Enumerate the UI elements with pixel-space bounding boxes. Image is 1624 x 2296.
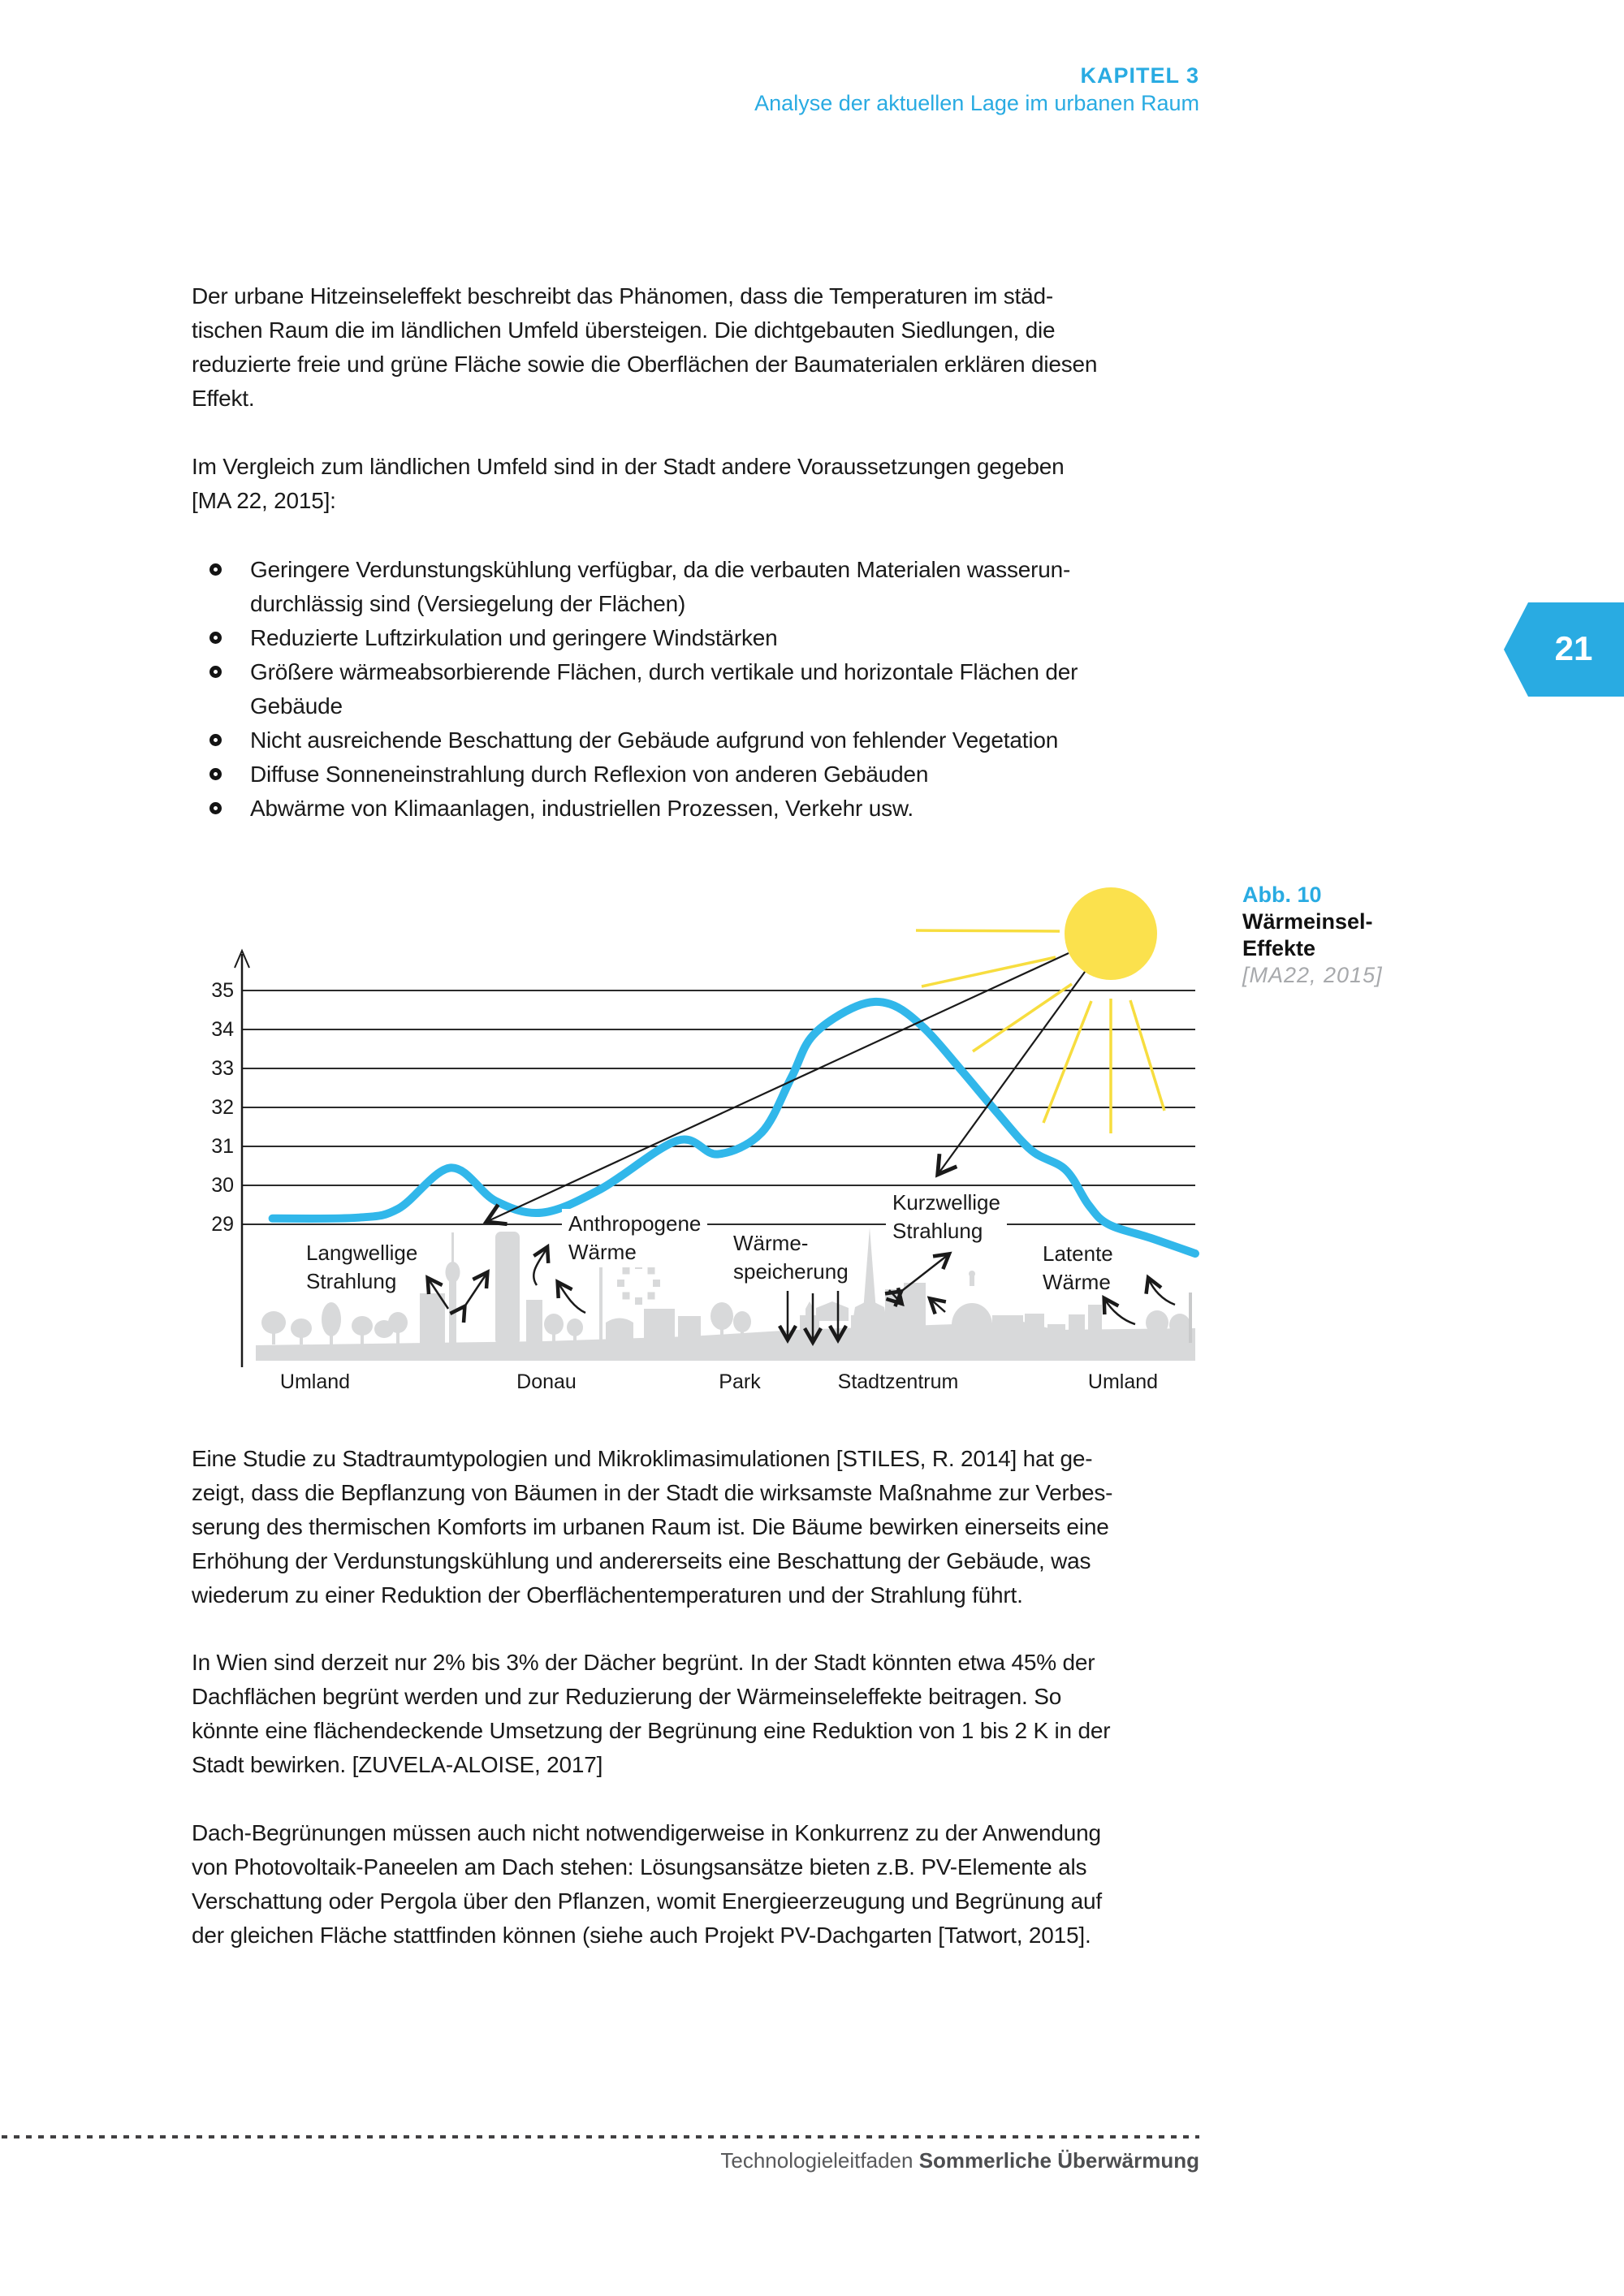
- text-line: Erhöhung der Verdunstungskühlung und andererseits eine Beschattung der Gebäude, was: [192, 1548, 1091, 1573]
- annotation-kurzwellige-strahlung: Kurzwellige Strahlung: [886, 1188, 1007, 1246]
- text-line: von Photovoltaik-Paneelen am Dach stehen: Lösungsansätze bieten z.B. PV-Elemente als: [192, 1854, 1087, 1880]
- chapter-subtitle: Analyse der aktuellen Lage im urbanen Raum: [754, 91, 1199, 115]
- text-line: zeigt, dass die Bepflanzung von Bäumen in der Stadt die wirksamste Maßnahme zur Verbes-: [192, 1480, 1113, 1505]
- text-line: Reduzierte Luftzirkulation und geringere Windstärken: [250, 625, 778, 650]
- text-line: der gleichen Fläche stattfinden können (siehe auch Projekt PV-Dachgarten [Tatwort, 2015].: [192, 1923, 1091, 1948]
- paragraph-green-roofs: [192, 1646, 1110, 1782]
- list-item: [209, 723, 1078, 757]
- y-tick-label: 31: [211, 1135, 234, 1158]
- y-tick-label: 34: [211, 1018, 234, 1041]
- text-line: Im Vergleich zum ländlichen Umfeld sind in der Stadt andere Voraussetzungen gegeben: [192, 454, 1065, 479]
- gridlines: [242, 990, 1195, 1224]
- paragraph-intro: [192, 279, 1097, 416]
- sun-icon: [916, 887, 1164, 1133]
- text-line: Geringere Verdunstungskühlung verfügbar, da die verbauten Materialen wasserun-: [250, 557, 1071, 582]
- y-tick-label: 29: [211, 1213, 234, 1236]
- footer-divider: [2, 2135, 1199, 2138]
- text-line: Größere wärmeabsorbierende Flächen, durch vertikale und horizontale Flächen der: [250, 659, 1078, 684]
- text-line: Dachflächen begrünt werden und zur Reduzierung der Wärmeinseleffekte beitragen. So: [192, 1684, 1062, 1709]
- list-item: [209, 655, 1078, 723]
- paragraph-pv: [192, 1816, 1102, 1953]
- list-item: [209, 792, 1078, 826]
- x-tick-label: Stadtzentrum: [837, 1370, 959, 1393]
- annotation-langwellige-strahlung: Langwellige Strahlung: [306, 1241, 418, 1293]
- list-item: [209, 553, 1078, 621]
- x-tick-label: Park: [719, 1370, 761, 1393]
- page-number: 21: [1554, 629, 1593, 667]
- bullet-icon: [209, 802, 222, 814]
- text-line: Der urbane Hitzeinseleffekt beschreibt das Phänomen, dass die Temperaturen im städ-: [192, 283, 1053, 309]
- text-line: Gebäude: [250, 693, 343, 719]
- footer-prefix: Technologieleitfaden: [720, 2148, 914, 2173]
- text-line: Stadt bewirken. [ZUVELA-ALOISE, 2017]: [192, 1752, 603, 1777]
- footer-title: Sommerliche Überwärmung: [918, 2148, 1199, 2173]
- heat-island-chart: [122, 877, 1226, 1413]
- bullet-list: [209, 553, 1078, 826]
- text-line: tischen Raum die im ländlichen Umfeld übersteigen. Die dichtgebauten Siedlungen, die: [192, 317, 1056, 343]
- y-tick-label: 33: [211, 1057, 234, 1080]
- text-line: Effekt.: [192, 386, 255, 411]
- x-tick-label: Umland: [1087, 1370, 1159, 1393]
- chapter-kicker: KAPITEL 3: [1080, 63, 1199, 88]
- x-tick-label: Umland: [279, 1370, 351, 1393]
- annotation-anthropogene-waerme: Anthropogene Wärme: [562, 1209, 707, 1267]
- annotation-latente-waerme: Latente Wärme: [1043, 1241, 1113, 1294]
- temperature-curve: [273, 1002, 1195, 1254]
- y-tick-label: 32: [211, 1096, 234, 1119]
- bullet-icon: [209, 632, 222, 644]
- y-tick-label: 35: [211, 979, 234, 1002]
- paragraph-comparison: [192, 450, 1065, 518]
- text-line: durchlässig sind (Versiegelung der Flächen): [250, 591, 686, 616]
- figure-label: Abb. 10: [1242, 883, 1322, 907]
- text-line: könnte eine flächendeckende Umsetzung der Begrünung eine Reduktion von 1 bis 2 K in der: [192, 1718, 1111, 1743]
- text-line: Diffuse Sonneneinstrahlung durch Reflexion von anderen Gebäuden: [250, 762, 929, 787]
- y-tick-label: 30: [211, 1174, 234, 1197]
- bullet-icon: [209, 768, 222, 780]
- figure-source: [MA22, 2015]: [1242, 963, 1383, 987]
- y-axis: [235, 951, 249, 1367]
- bullet-icon: [209, 563, 222, 576]
- figure-title-line: Wärmeinsel-: [1242, 909, 1373, 934]
- figure-title-line: Effekte: [1242, 936, 1316, 960]
- text-line: Verschattung oder Pergola über den Pflanzen, womit Energieerzeugung und Begrünung auf: [192, 1888, 1102, 1914]
- text-line: In Wien sind derzeit nur 2% bis 3% der Dächer begrünt. In der Stadt könnten etwa 45% der: [192, 1650, 1095, 1675]
- annotation-waermespeicherung: Wärme- speicherung: [733, 1231, 849, 1284]
- text-line: Dach-Begrünungen müssen auch nicht notwendigerweise in Konkurrenz zu der Anwendung: [192, 1820, 1101, 1845]
- paragraph-study: [192, 1442, 1112, 1612]
- text-line: [MA 22, 2015]:: [192, 488, 336, 513]
- page-number-badge: [1504, 602, 1624, 697]
- text-line: reduzierte freie und grüne Fläche sowie die Oberflächen der Baumaterialen erklären diesen: [192, 352, 1098, 377]
- footer-text: [720, 2148, 1199, 2173]
- list-item: [209, 757, 1078, 792]
- chart-canvas: [122, 877, 1226, 1413]
- text-line: serung des thermischen Komforts im urbanen Raum ist. Die Bäume bewirken einerseits eine: [192, 1514, 1109, 1539]
- text-line: wiederum zu einer Reduktion der Oberflächentemperaturen und der Strahlung führt.: [192, 1582, 1023, 1608]
- bullet-icon: [209, 734, 222, 746]
- text-line: Nicht ausreichende Beschattung der Gebäude aufgrund von fehlender Vegetation: [250, 727, 1059, 753]
- text-line: Eine Studie zu Stadtraumtypologien und Mikroklimasimulationen [STILES, R. 2014] hat ge-: [192, 1446, 1093, 1471]
- list-item: [209, 621, 1078, 655]
- figure-caption: [1242, 882, 1383, 989]
- bullet-icon: [209, 666, 222, 678]
- text-line: Abwärme von Klimaanlagen, industriellen Prozessen, Verkehr usw.: [250, 796, 914, 821]
- x-tick-label: Donau: [516, 1370, 577, 1393]
